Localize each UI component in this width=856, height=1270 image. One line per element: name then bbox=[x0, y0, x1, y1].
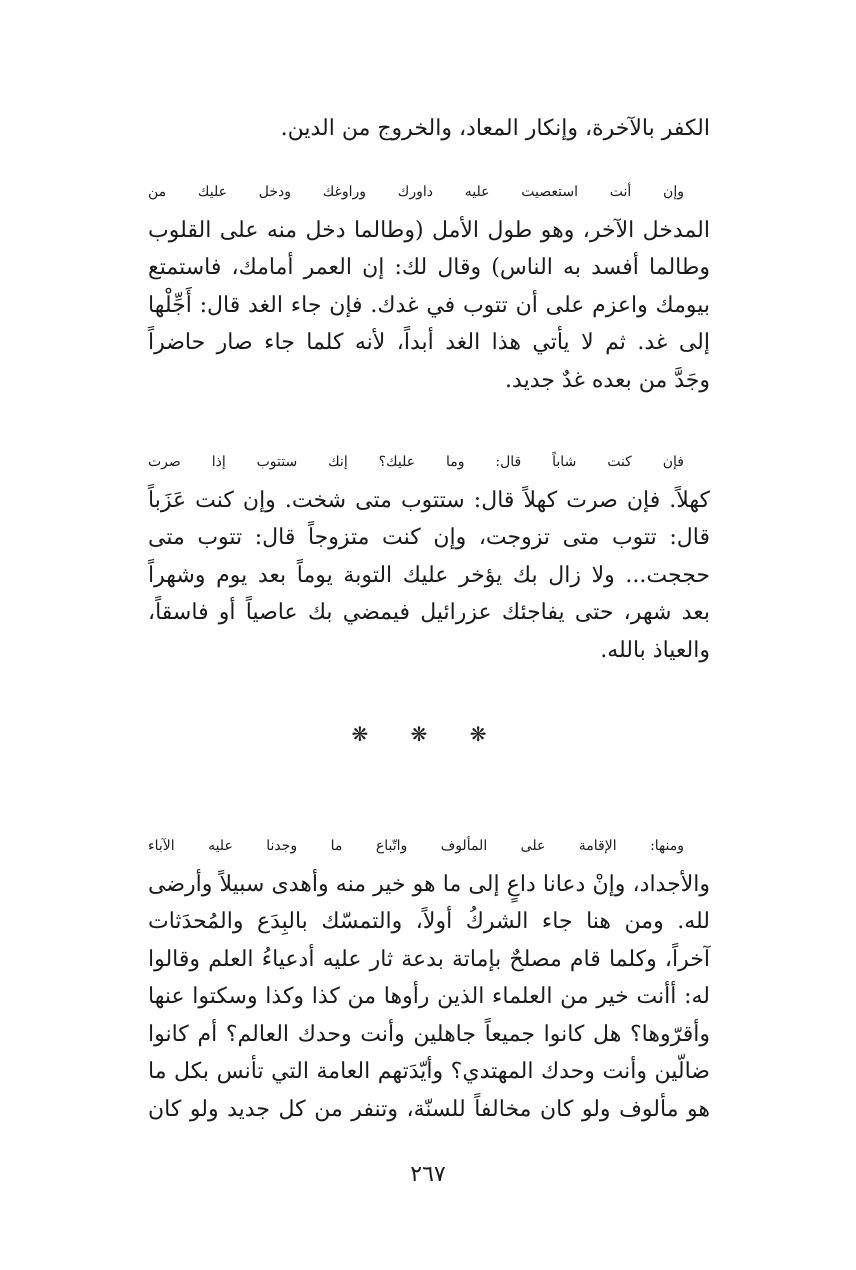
text-line: فإن كنت شاباً قال: وما عليك؟ إنك ستتوب إذا صرت bbox=[148, 454, 684, 470]
text-line: آخراً، وكلما قام مصلحٌ بإماتة بدعة ثار عليه أدعياءُ العلم وقالوا bbox=[148, 946, 710, 972]
text-line: كهلاً. فإن صرت كهلاً قال: ستتوب متى شخت. وإن كنت عَزَباً bbox=[148, 487, 711, 513]
text-line: والعياذ بالله. bbox=[600, 637, 710, 663]
text-line: لله. ومن هنا جاء الشركُ أولاً، والتمسّك بالبِدَع والمُحدَثات bbox=[148, 909, 710, 934]
paragraph-1 bbox=[148, 110, 710, 148]
text-line: والأجداد، وإنْ دعانا داعٍ إلى ما هو خير منه وأهدى سبيلاً وأرضى bbox=[148, 871, 710, 897]
paragraph-4 bbox=[148, 828, 710, 1128]
text-line: حججت... ولا زال بك يؤخر عليك التوبة يوماً بعد يوم وشهراً bbox=[148, 562, 710, 588]
text-line: قال: تتوب متى تزوجت، وإن كنت متزوجاً قال: تتوب متى bbox=[148, 525, 710, 550]
page-number: ٢٦٧ bbox=[410, 1162, 446, 1187]
text-line: إلى غد. ثم لا يأتي هذا الغد أبداً، لأنه كلما جاء صار حاضراً bbox=[148, 330, 710, 355]
paragraph-2 bbox=[148, 174, 710, 399]
section-separator: ❋ ❋ ❋ bbox=[351, 722, 505, 746]
text-line: وجَدَّ من بعده غدٌ جديد. bbox=[505, 367, 710, 393]
paragraph-3 bbox=[148, 444, 710, 669]
text-line: الكفر بالآخرة، وإنكار المعاد، والخروج من الدين. bbox=[280, 116, 710, 141]
text-line: بعد شهر، حتى يفاجئك عزرائيل فيمضي بك عاصياً أو فاسقاً، bbox=[148, 600, 710, 625]
text-line: المدخل الآخر، وهو طول الأمل (وطالما دخل منه على القلوب bbox=[148, 217, 710, 243]
text-line: وإن أنت استعصيت عليه داورك وراوغك ودخل عليك من bbox=[148, 184, 684, 200]
text-line: بيومك واعزم على أن تتوب في غدك. فإن جاء الغد قال: أَجِّلْها bbox=[148, 292, 710, 318]
text-line: وأقرّوها؟ هل كانوا جميعاً جاهلين وأنت وحدك العالم؟ أم كانوا bbox=[148, 1021, 710, 1047]
text-line: ضالّين وأنت وحدك المهتدي؟ وأيّدَتهم العامة التي تأنس بكل ما bbox=[148, 1059, 710, 1084]
text-line: هو مألوف ولو كان مخالفاً للسنّة، وتنفر من كل جديد ولو كان bbox=[148, 1096, 710, 1122]
text-line: وطالما أفسد به الناس) وقال لك: إن العمر أمامك، فاستمتع bbox=[148, 255, 710, 280]
text-line: ومنها: الإقامة على المألوف واتّباع ما وجدنا عليه الآباء bbox=[148, 838, 684, 854]
text-line: له: أأنت خير من العلماء الذين رأوها من كذا وكذا وسكتوا عنها bbox=[148, 984, 710, 1009]
